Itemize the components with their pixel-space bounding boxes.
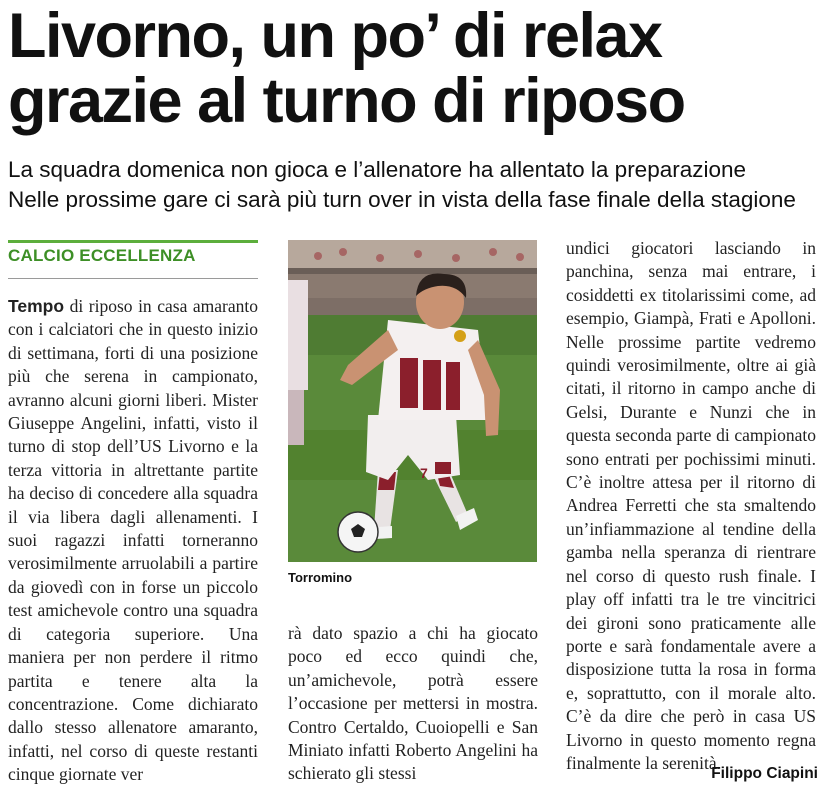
headline-line-1: Livorno, un po’ di relax	[8, 1, 662, 71]
kicker-rule-top	[8, 240, 258, 243]
body-text-col-3: undici giocatori lasciando in panchina, senza mai entrare, i cosiddetti ex titolarissimi come, ad esempio, Giampà, Frati e Apolloni. Nelle prossime partite vedremo quindi verosimilmente, oltre ai già citati, il ritorno in campo anche di Gelsi, Durante e Nunzi che in questa seconda parte di campionato sono entrati per pochissimi minuti. C’è inoltre attesa per il ritorno di Andrea Ferretti che sta smaltendo un’infiammazione al tendine della gamba nella speranza di rientrare nel corso di questo rush finale. I play off infatti tra le tre vincitrici dei gironi sono praticamente alle porte e sarà fondamentale avere a disposizione tutta la rosa in forma e, soprattutto, con il morale alto. C’è da dire che però in casa US Livorno in questo momento regna finalmente la serenità.	[566, 238, 816, 773]
subheadline	[8, 155, 823, 215]
byline: Filippo Ciapini	[711, 765, 818, 782]
photo-caption: Torromino	[288, 570, 353, 585]
player-photo-illustration	[288, 240, 537, 562]
kicker-rule-bottom	[8, 278, 258, 279]
article-column-2	[288, 622, 538, 786]
subhead-line-1: La squadra domenica non gioca e l’allenatore ha allentato la preparazione	[8, 157, 747, 182]
body-text-col-2: rà dato spazio a chi ha giocato poco ed ecco quindi che, un’amichevole, potrà essere l’occasione per mettersi in mostra. Contro Certaldo, Cuoiopelli e San Miniato infatti Roberto Angelini ha schierato gli stessi	[288, 623, 538, 784]
article-column-3	[566, 237, 816, 775]
subhead-line-2: Nelle prossime gare ci sarà più turn over in vista della fase finale della stagione	[8, 187, 796, 212]
shorts-number: 7	[420, 465, 428, 481]
headline-line-2: grazie al turno di riposo	[8, 66, 685, 136]
player-photo	[288, 240, 537, 562]
article-column-1	[8, 295, 258, 787]
lead-word: Tempo	[8, 296, 65, 316]
body-text-col-1: di riposo in casa amaranto con i calciatori che in questo inizio di settimana, forti di una posizione più che serena in campionato, avranno alcuni giorni liberi. Mister Giuseppe Angelini, infatti, visto il turno di stop dell’US Livorno e la terza vittoria in altrettante partite ha deciso di concedere alla squadra il via libera dagli allenamenti. I suoi ragazzi infatti torneranno verosimilmente arruolabili a partire da giovedì con in forse un piccolo test amichevole contro una squadra di categoria superiore. Una maniera per non perdere il ritmo partita e tenere alta la concentrazione. Come dichiarato dallo stesso allenatore amaranto, infatti, nel corso di queste restanti cinque giornate ver	[8, 296, 258, 785]
headline	[8, 1, 823, 136]
section-kicker: CALCIO ECCELLENZA	[8, 246, 196, 265]
